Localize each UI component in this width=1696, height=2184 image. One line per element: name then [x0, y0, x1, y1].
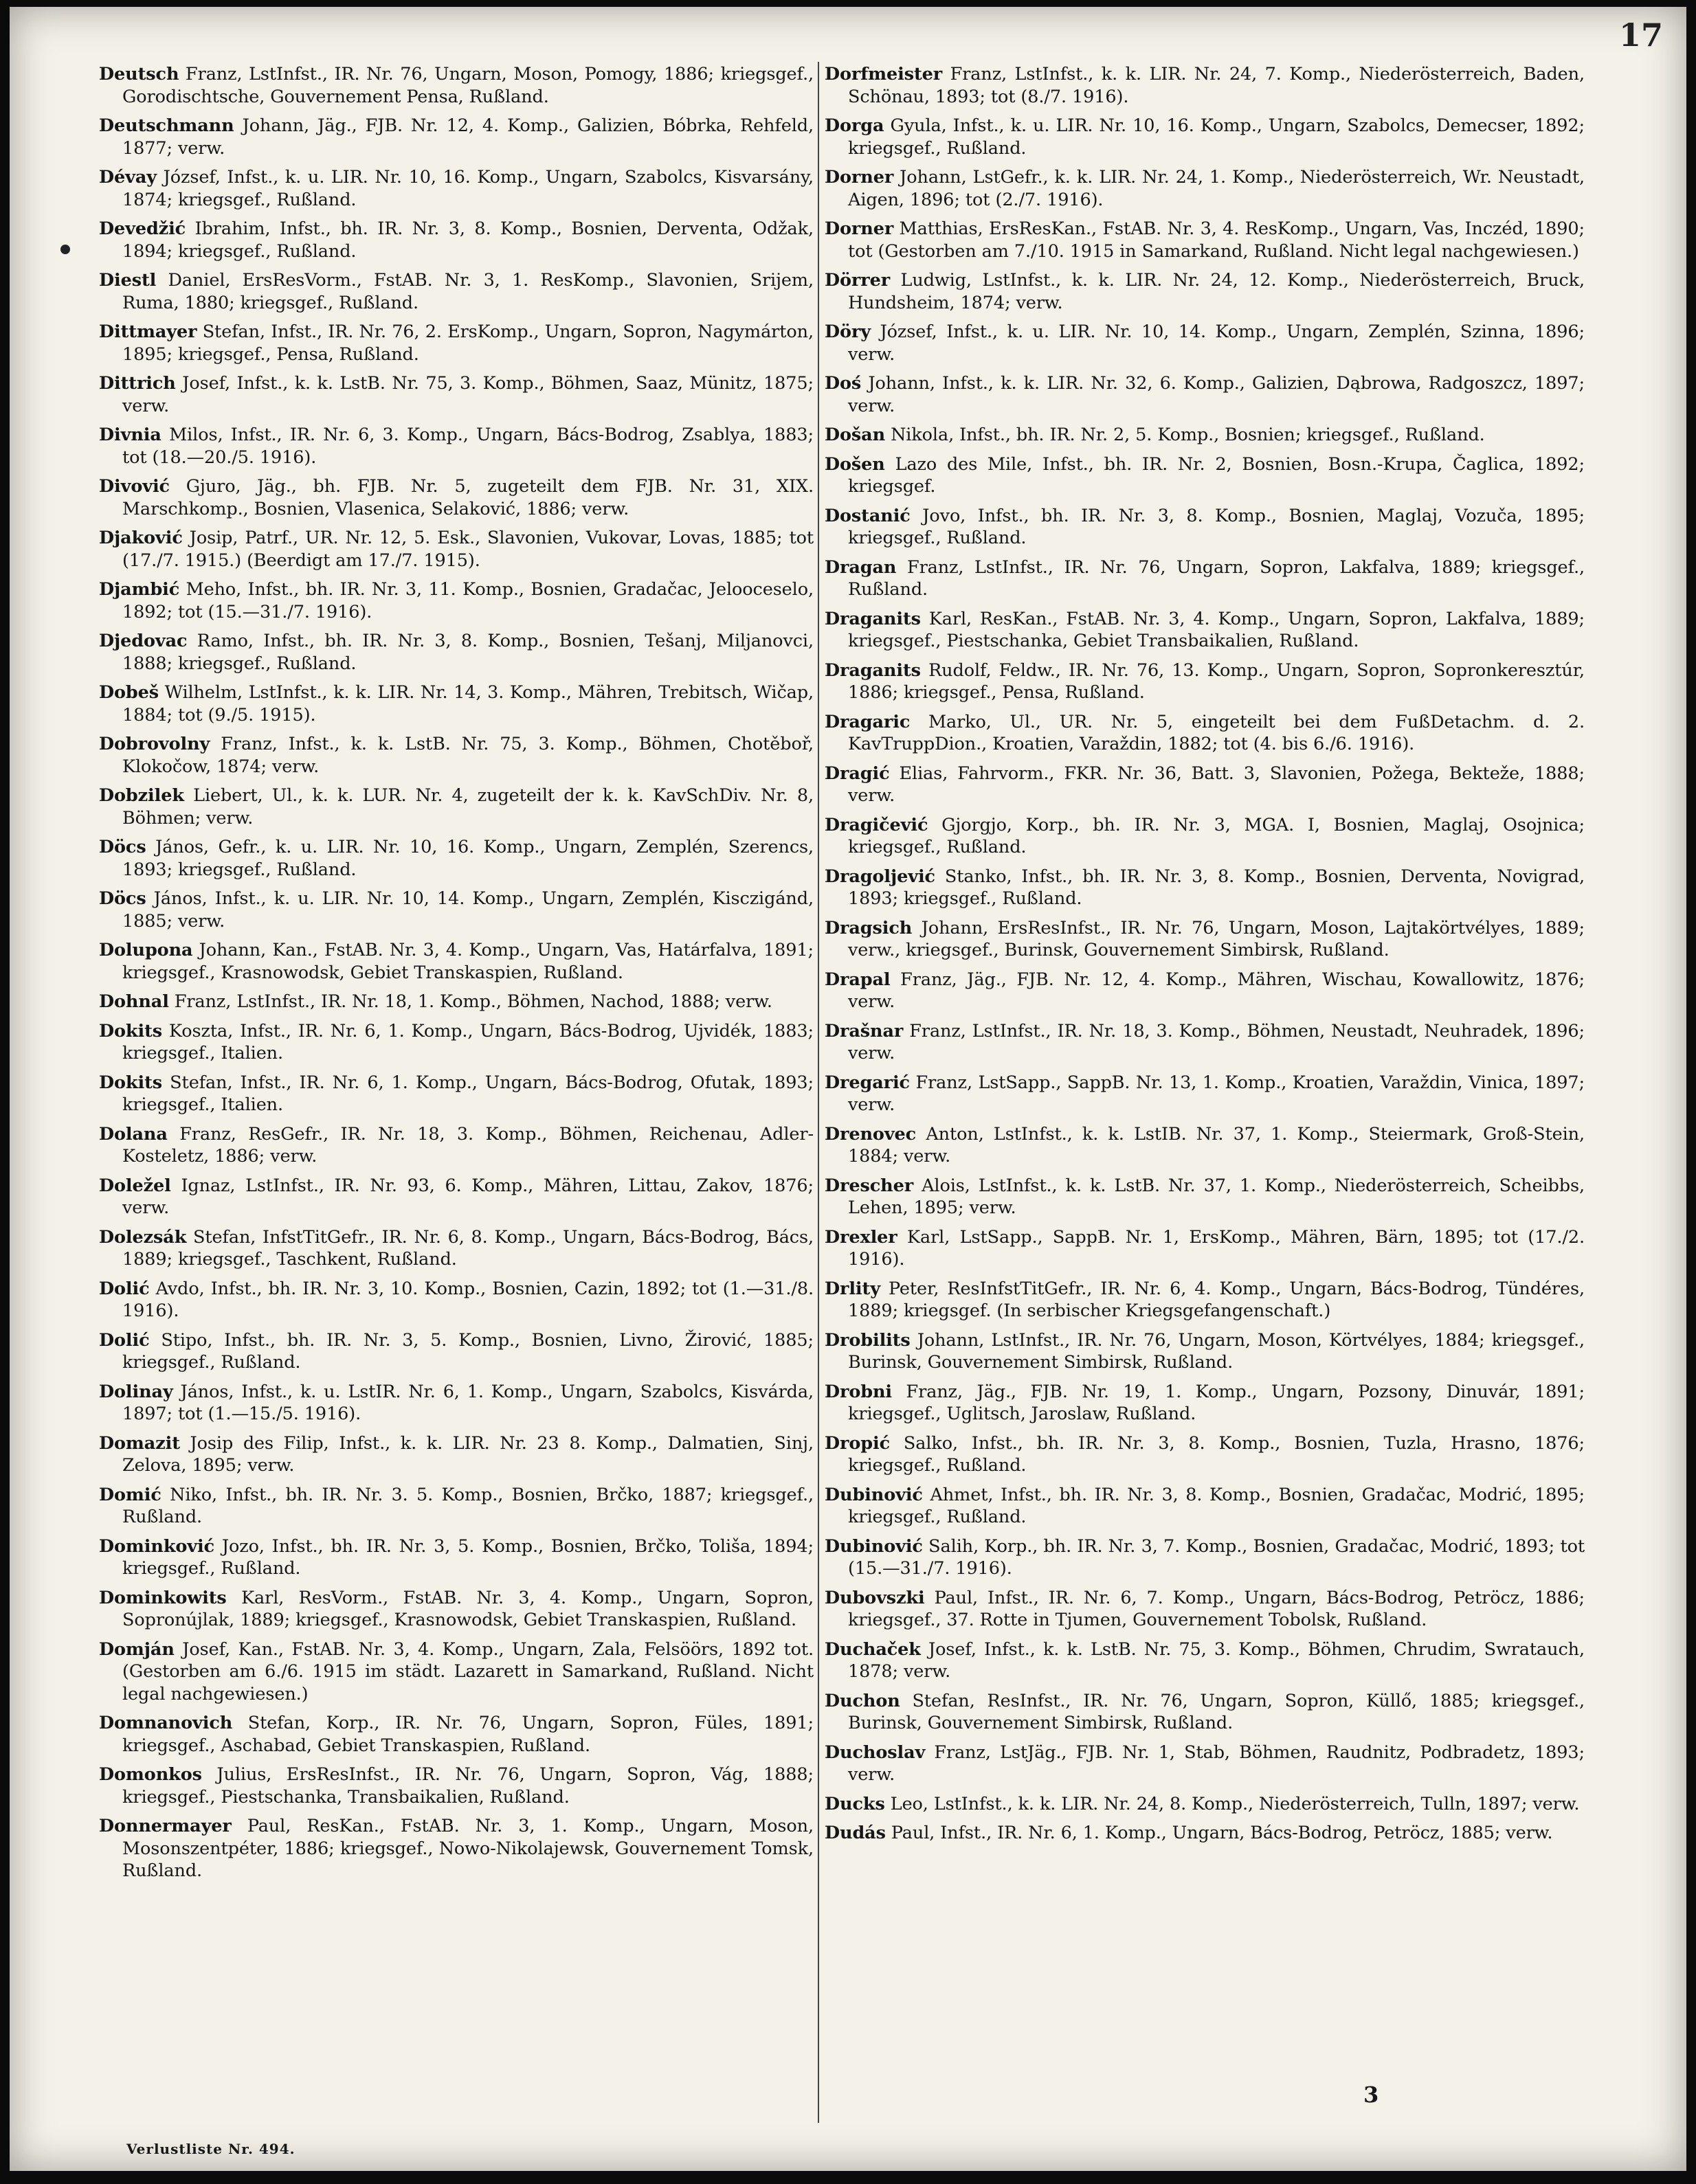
entry-surname: Dominkowits: [99, 1587, 227, 1608]
list-entry: [825, 1072, 1585, 1116]
entry-surname: Dorner: [825, 218, 894, 239]
entry-surname: Djedovac: [99, 631, 188, 651]
list-entry: [99, 1432, 814, 1477]
entry-surname: Drobilits: [825, 1329, 911, 1351]
list-entry: [825, 321, 1585, 365]
entry-details: Franz, Jäg., FJB. Nr. 19, 1. Komp., Ungarn, Pozsony, Dinuvár, 1891; kriegsgef., Uglitsch, Jaroslaw, Rußland.: [848, 1381, 1585, 1424]
list-entry: [99, 269, 814, 314]
entry-surname: Dolić: [99, 1278, 150, 1299]
list-entry: [825, 115, 1585, 159]
entry-surname: Dörrer: [825, 270, 891, 291]
entry-details: Stefan, InfstTitGefr., IR. Nr. 6, 8. Komp., Ungarn, Bács-Bodrog, Bács, 1889; kriegsgef., Taschkent, Rußland.: [122, 1226, 814, 1270]
entry-details: Karl, ResKan., FstAB. Nr. 3, 4. Komp., Ungarn, Sopron, Lakfalva, 1889; kriegsgef., Piestschanka, Gebiet Transbaikalien, Rußland.: [848, 608, 1585, 651]
list-entry: [99, 115, 814, 159]
entry-details: Lazo des Mile, Infst., bh. IR. Nr. 2, Bosnien, Bosn.-Krupa, Čaglica, 1892; kriegsgef.: [848, 453, 1585, 497]
entry-surname: Divnia: [99, 425, 161, 445]
entry-surname: Drlity: [825, 1278, 880, 1299]
entry-details: Elias, Fahrvorm., FKR. Nr. 36, Batt. 3, Slavonien, Požega, Bekteže, 1888; verw.: [848, 763, 1585, 806]
list-entry: [99, 630, 814, 675]
entry-details: Matthias, ErsResKan., FstAB. Nr. 3, 4. ResKomp., Ungarn, Vas, Inczéd, 1890; tot (Gestorben am 7./10. 1915 in Samarkand, Rußland. Nicht legal nachgewiesen.): [848, 218, 1585, 262]
list-entry: [99, 1535, 814, 1580]
entry-surname: Drašnar: [825, 1020, 904, 1042]
list-entry: [825, 1690, 1585, 1735]
entry-surname: Došen: [825, 453, 885, 475]
list-entry: [825, 269, 1585, 314]
entry-details: Franz, LstInfst., k. k. LIR. Nr. 24, 7. Komp., Niederösterreich, Baden, Schönau, 1893; tot (8./7. 1916).: [848, 64, 1585, 107]
entry-details: Rudolf, Feldw., IR. Nr. 76, 13. Komp., Ungarn, Sopron, Sopronkeresztúr, 1886; kriegsgef., Pensa, Rußland.: [848, 660, 1585, 703]
list-entry: [99, 578, 814, 623]
entry-surname: Donnermayer: [99, 1816, 232, 1836]
entry-details: Salih, Korp., bh. IR. Nr. 3, 7. Komp., Bosnien, Gradačac, Modrić, 1893; tot (15.—31./7. 1916).: [848, 1535, 1585, 1579]
entry-details: Josef, Infst., k. k. LstB. Nr. 75, 3. Komp., Böhmen, Saaz, Münitz, 1875; verw.: [122, 373, 814, 416]
entry-surname: Drobni: [825, 1381, 893, 1402]
entry-details: Stefan, Infst., IR. Nr. 6, 1. Komp., Ungarn, Bács-Bodrog, Ofutak, 1893; kriegsgef., Italien.: [122, 1072, 814, 1115]
entry-details: Ignaz, LstInfst., IR. Nr. 93, 6. Komp., Mähren, Littau, Zakov, 1876; verw.: [122, 1175, 814, 1218]
document-page: [10, 7, 1686, 2171]
list-entry: [99, 1381, 814, 1426]
entry-surname: Djambić: [99, 579, 180, 600]
list-entry: [825, 814, 1585, 859]
list-entry: [99, 1072, 814, 1116]
entry-surname: Dobrovolny: [99, 734, 210, 754]
list-entry: [99, 1123, 814, 1168]
entry-surname: Doležel: [99, 1175, 171, 1196]
list-entry: [825, 424, 1585, 447]
entry-surname: Dokits: [99, 1020, 163, 1042]
entry-surname: Divović: [99, 476, 170, 497]
entry-details: János, Infst., k. u. LIR. Nr. 10, 14. Komp., Ungarn, Zemplén, Kisczigánd, 1885; verw.: [122, 888, 814, 932]
entry-details: Franz, Jäg., FJB. Nr. 12, 4. Komp., Mähren, Wischau, Kowallowitz, 1876; verw.: [848, 969, 1585, 1012]
entry-details: Johann, Infst., k. k. LIR. Nr. 32, 6. Komp., Galizien, Dąbrowa, Radgoszcz, 1897; verw.: [848, 373, 1585, 416]
entry-surname: Doś: [825, 373, 862, 394]
entry-surname: Dragoljević: [825, 866, 935, 887]
entry-surname: Drapal: [825, 969, 891, 990]
entry-details: Gyula, Infst., k. u. LIR. Nr. 10, 16. Komp., Ungarn, Szabolcs, Demecser, 1892; kriegsgef., Rußland.: [848, 115, 1585, 159]
entry-surname: Dragić: [825, 763, 890, 784]
entry-surname: Dorfmeister: [825, 64, 943, 85]
list-entry: [99, 785, 814, 829]
list-entry: [825, 453, 1585, 498]
list-entry: [825, 763, 1585, 807]
list-entry: [99, 836, 814, 881]
list-entry: [825, 1793, 1585, 1816]
entry-details: Stefan, Infst., IR. Nr. 76, 2. ErsKomp., Ungarn, Sopron, Nagymárton, 1895; kriegsgef., Pensa, Rußland.: [122, 322, 814, 365]
entry-details: Julius, ErsResInfst., IR. Nr. 76, Ungarn, Sopron, Vág, 1888; kriegsgef., Piestschanka, Transbaikalien, Rußland.: [122, 1764, 814, 1808]
entry-surname: Draganits: [825, 608, 921, 629]
list-entry: [99, 321, 814, 365]
entry-surname: Drenovec: [825, 1123, 917, 1145]
list-entry: [825, 1432, 1585, 1477]
list-entry: [99, 372, 814, 417]
list-entry: [99, 1020, 814, 1065]
entry-surname: Došan: [825, 425, 886, 445]
entry-details: Ramo, Infst., bh. IR. Nr. 3, 8. Komp., Bosnien, Tešanj, Miljanovci, 1888; kriegsgef., Rußland.: [122, 631, 814, 674]
list-entry: [825, 1639, 1585, 1683]
left-column: [99, 63, 814, 2131]
entry-surname: Dolinay: [99, 1381, 173, 1402]
entry-surname: Dittrich: [99, 373, 176, 394]
list-entry: [99, 682, 814, 726]
list-entry: [99, 1484, 814, 1529]
entry-details: Franz, LstInfst., IR. Nr. 18, 1. Komp., Böhmen, Nachod, 1888; verw.: [174, 991, 772, 1012]
entry-surname: Domazit: [99, 1432, 180, 1454]
entry-details: Leo, LstInfst., k. k. LIR. Nr. 24, 8. Komp., Niederösterreich, Tulln, 1897; verw.: [890, 1793, 1580, 1814]
entry-surname: Dobzilek: [99, 785, 184, 806]
entry-surname: Dohnal: [99, 991, 169, 1012]
list-entry: [99, 1587, 814, 1632]
list-entry: [825, 166, 1585, 211]
entry-surname: Duchaček: [825, 1639, 921, 1660]
list-entry: [99, 166, 814, 211]
list-entry: [825, 372, 1585, 417]
entry-surname: Dubovszki: [825, 1587, 925, 1608]
entry-details: János, Infst., k. u. LstIR. Nr. 6, 1. Komp., Ungarn, Szabolcs, Kisvárda, 1897; tot (1.—15./5. 1916).: [122, 1381, 814, 1424]
list-entry: [825, 969, 1585, 1013]
entry-details: Johann, ErsResInfst., IR. Nr. 76, Ungarn, Moson, Lajtakörtvélyes, 1889; verw., kriegsgef., Burinsk, Gouvernement Simbirsk, Rußland.: [848, 917, 1585, 960]
list-entry: [825, 556, 1585, 601]
entry-details: Johann, LstGefr., k. k. LIR. Nr. 24, 1. Komp., Niederösterreich, Wr. Neustadt, Aigen, 1896; tot (2./7. 1916).: [848, 167, 1585, 210]
entry-surname: Dittmayer: [99, 322, 197, 342]
entry-details: János, Gefr., k. u. LIR. Nr. 10, 16. Komp., Ungarn, Zemplén, Szerencs, 1893; kriegsgef., Rußland.: [122, 837, 814, 880]
entry-surname: Draganits: [825, 660, 921, 681]
entry-surname: Dropić: [825, 1432, 891, 1454]
entry-surname: Domonkos: [99, 1764, 202, 1785]
entry-details: Stipo, Infst., bh. IR. Nr. 3, 5. Komp., Bosnien, Livno, Žirović, 1885; kriegsgef., Rußland.: [122, 1329, 814, 1373]
list-entry: [825, 505, 1585, 550]
entry-surname: Dostanić: [825, 505, 911, 526]
page-number-bottom: 3: [1363, 2082, 1379, 2108]
entry-surname: Dévay: [99, 167, 157, 188]
entry-details: Stefan, ResInfst., IR. Nr. 76, Ungarn, Sopron, Küllő, 1885; kriegsgef., Burinsk, Gouvernement Simbirsk, Rußland.: [848, 1690, 1585, 1733]
list-entry: [99, 424, 814, 469]
right-column: [825, 63, 1585, 2131]
list-entry: [825, 608, 1585, 653]
entry-details: Koszta, Infst., IR. Nr. 6, 1. Komp., Ungarn, Bács-Bodrog, Ujvidék, 1883; kriegsgef., Italien.: [122, 1020, 814, 1063]
entry-surname: Ducks: [825, 1793, 885, 1814]
entry-details: Franz, LstInfst., IR. Nr. 76, Ungarn, Moson, Pomogy, 1886; kriegsgef., Gorodischtsche, Gouvernement Pensa, Rußland.: [122, 64, 814, 107]
entry-details: Franz, Infst., k. k. LstB. Nr. 75, 3. Komp., Böhmen, Chotěboř, Klokočow, 1874; verw.: [122, 734, 814, 777]
entry-surname: Dudás: [825, 1823, 886, 1843]
column-divider: [818, 62, 819, 2123]
entry-surname: Dobeš: [99, 682, 159, 703]
entry-surname: Duchon: [825, 1690, 900, 1711]
list-entry: [99, 63, 814, 108]
entry-surname: Dragičević: [825, 814, 928, 835]
entry-details: Nikola, Infst., bh. IR. Nr. 2, 5. Komp., Bosnien; kriegsgef., Rußland.: [891, 425, 1485, 445]
entry-details: Gjuro, Jäg., bh. FJB. Nr. 5, zugeteilt dem FJB. Nr. 31, XIX. Marschkomp., Bosnien, Vlasenica, Selaković, 1886; verw.: [122, 476, 814, 519]
list-entry: [99, 1815, 814, 1882]
list-entry: [99, 1712, 814, 1757]
entry-surname: Dolana: [99, 1123, 168, 1145]
entry-surname: Döry: [825, 322, 871, 342]
entry-details: Paul, Infst., IR. Nr. 6, 1. Komp., Ungarn, Bács-Bodrog, Petröcz, 1885; verw.: [891, 1823, 1553, 1843]
entry-details: Stanko, Infst., bh. IR. Nr. 3, 8. Komp., Bosnien, Derventa, Novigrad, 1893; kriegsgef., Rußland.: [848, 866, 1585, 909]
list-entry: [99, 733, 814, 778]
entry-details: Marko, Ul., UR. Nr. 5, eingeteilt bei dem FußDetachm. d. 2. KavTruppDion., Kroatien, Varaždin, 1882; tot (4. bis 6./6. 1916).: [848, 711, 1585, 754]
entry-surname: Döcs: [99, 837, 146, 857]
list-entry: [825, 1020, 1585, 1065]
page-number-top: 17: [1618, 16, 1663, 54]
entry-details: Josip des Filip, Infst., k. k. LIR. Nr. 23 8. Komp., Dalmatien, Sinj, Zelova, 1895; verw.: [122, 1432, 814, 1476]
footer-label: Verlustliste Nr. 494.: [126, 2141, 295, 2157]
entry-surname: Döcs: [99, 888, 146, 909]
list-entry: [99, 1175, 814, 1219]
entry-details: Johann, Kan., FstAB. Nr. 3, 4. Komp., Ungarn, Vas, Határfalva, 1891; kriegsgef., Krasnowodsk, Gebiet Transkaspien, Rußland.: [122, 940, 814, 983]
entry-details: Anton, LstInfst., k. k. LstIB. Nr. 37, 1. Komp., Steiermark, Groß-Stein, 1884; verw.: [848, 1123, 1585, 1167]
entry-surname: Drescher: [825, 1175, 914, 1196]
list-entry: [99, 475, 814, 520]
entry-surname: Dominković: [99, 1535, 215, 1557]
entry-details: Avdo, Infst., bh. IR. Nr. 3, 10. Komp., Bosnien, Cazin, 1892; tot (1.—31./8. 1916).: [122, 1278, 814, 1321]
list-entry: [99, 527, 814, 572]
list-entry: [825, 1381, 1585, 1426]
entry-surname: Djaković: [99, 528, 183, 548]
entry-details: Franz, LstSapp., SappB. Nr. 13, 1. Komp., Kroatien, Varaždin, Vinica, 1897; verw.: [848, 1072, 1585, 1115]
list-entry: [825, 63, 1585, 108]
entry-details: Liebert, Ul., k. k. LUR. Nr. 4, zugeteilt der k. k. KavSchDiv. Nr. 8, Böhmen; verw.: [122, 785, 814, 829]
entry-surname: Deutsch: [99, 64, 179, 85]
list-entry: [825, 218, 1585, 262]
entry-surname: Dokits: [99, 1072, 163, 1093]
entry-details: Meho, Infst., bh. IR. Nr. 3, 11. Komp., Bosnien, Gradačac, Jelooceselo, 1892; tot (15.—31./7. 1916).: [122, 579, 814, 622]
list-entry: [825, 1329, 1585, 1374]
entry-details: Franz, LstJäg., FJB. Nr. 1, Stab, Böhmen, Raudnitz, Podbradetz, 1893; verw.: [848, 1742, 1585, 1785]
entry-surname: Drexler: [825, 1226, 897, 1248]
entry-details: Niko, Infst., bh. IR. Nr. 3. 5. Komp., Bosnien, Brčko, 1887; kriegsgef., Rußland.: [122, 1484, 814, 1527]
entry-details: József, Infst., k. u. LIR. Nr. 10, 16. Komp., Ungarn, Szabolcs, Kisvarsány, 1874; kriegsgef., Rußland.: [122, 167, 814, 210]
entry-details: Karl, LstSapp., SappB. Nr. 1, ErsKomp., Mähren, Bärn, 1895; tot (17./2. 1916).: [848, 1226, 1585, 1270]
entry-surname: Domić: [99, 1484, 161, 1505]
list-entry: [825, 1535, 1585, 1580]
entry-details: Johann, Jäg., FJB. Nr. 12, 4. Komp., Galizien, Bóbrka, Rehfeld, 1877; verw.: [122, 115, 814, 159]
entry-details: Franz, LstInfst., IR. Nr. 76, Ungarn, Sopron, Lakfalva, 1889; kriegsgef., Rußland.: [848, 556, 1585, 600]
entry-surname: Dragsich: [825, 917, 913, 938]
list-entry: [825, 1587, 1585, 1632]
list-entry: [825, 866, 1585, 910]
entry-surname: Diestl: [99, 270, 157, 291]
entry-surname: Dragaric: [825, 711, 911, 732]
entry-details: Wilhelm, LstInfst., k. k. LIR. Nr. 14, 3. Komp., Mähren, Trebitsch, Wičap, 1884; tot (9./5. 1915).: [122, 682, 814, 725]
list-entry: [99, 218, 814, 262]
entry-details: Peter, ResInfstTitGefr., IR. Nr. 6, 4. Komp., Ungarn, Bács-Bodrog, Tündéres, 1889; kriegsgef. (In serbischer Kriegsgefangenschaft.): [848, 1278, 1585, 1321]
margin-dot: [60, 245, 70, 254]
list-entry: [825, 917, 1585, 962]
entry-surname: Dregarić: [825, 1072, 910, 1093]
entry-surname: Devedžić: [99, 218, 186, 239]
entry-surname: Deutschmann: [99, 115, 234, 136]
entry-surname: Dubinović: [825, 1535, 923, 1557]
list-entry: [825, 1278, 1585, 1322]
entry-details: Salko, Infst., bh. IR. Nr. 3, 8. Komp., Bosnien, Tuzla, Hrasno, 1876; kriegsgef., Rußland.: [848, 1432, 1585, 1476]
list-entry: [99, 1329, 814, 1374]
entry-details: Milos, Infst., IR. Nr. 6, 3. Komp., Ungarn, Bács-Bodrog, Zsablya, 1883; tot (18.—20./5. 1916).: [122, 425, 814, 468]
entry-surname: Dolupona: [99, 940, 193, 960]
entry-surname: Dolić: [99, 1329, 150, 1351]
entry-details: Jovo, Infst., bh. IR. Nr. 3, 8. Komp., Bosnien, Maglaj, Vozuča, 1895; kriegsgef., Rußland.: [848, 505, 1585, 548]
entry-details: Ibrahim, Infst., bh. IR. Nr. 3, 8. Komp., Bosnien, Derventa, Odžak, 1894; kriegsgef., Rußland.: [122, 218, 814, 262]
entry-surname: Domján: [99, 1639, 175, 1660]
entry-details: Jozo, Infst., bh. IR. Nr. 3, 5. Komp., Bosnien, Brčko, Toliša, 1894; kriegsgef., Rußland.: [122, 1535, 814, 1579]
list-entry: [99, 1639, 814, 1706]
list-entry: [99, 1226, 814, 1271]
entry-details: Josef, Infst., k. k. LstB. Nr. 75, 3. Komp., Böhmen, Chrudim, Swratauch, 1878; verw.: [848, 1639, 1585, 1682]
entry-details: Franz, ResGefr., IR. Nr. 18, 3. Komp., Böhmen, Reichenau, Adler-Kosteletz, 1886; verw.: [122, 1123, 814, 1167]
entry-details: Johann, LstInfst., IR. Nr. 76, Ungarn, Moson, Körtvélyes, 1884; kriegsgef., Burinsk, Gouvernement Simbirsk, Rußland.: [848, 1329, 1585, 1373]
entry-details: Josef, Kan., FstAB. Nr. 3, 4. Komp., Ungarn, Zala, Felsöörs, 1892 tot. (Gestorben am 6./6. 1915 im städt. Lazarett in Samarkand, Rußland. Nicht legal nachgewiesen.): [122, 1639, 814, 1704]
entry-surname: Dubinović: [825, 1484, 923, 1505]
entry-details: Paul, ResKan., FstAB. Nr. 3, 1. Komp., Ungarn, Moson, Mosonszentpéter, 1886; kriegsgef., Nowo-Nikolajewsk, Gouvernement Tomsk, Rußland.: [122, 1816, 814, 1881]
entry-details: Daniel, ErsResVorm., FstAB. Nr. 3, 1. ResKomp., Slavonien, Srijem, Ruma, 1880; kriegsgef., Rußland.: [122, 270, 814, 313]
entry-details: József, Infst., k. u. LIR. Nr. 10, 14. Komp., Ungarn, Zemplén, Szinna, 1896; verw.: [848, 322, 1585, 365]
list-entry: [99, 1278, 814, 1322]
list-entry: [825, 1822, 1585, 1845]
entry-details: Ahmet, Infst., bh. IR. Nr. 3, 8. Komp., Bosnien, Gradačac, Modrić, 1895; kriegsgef., Rußland.: [848, 1484, 1585, 1527]
entry-details: Josip, Patrf., UR. Nr. 12, 5. Esk., Slavonien, Vukovar, Lovas, 1885; tot (17./7. 1915.) (Beerdigt am 17./7. 1915).: [122, 528, 814, 571]
entry-details: Ludwig, LstInfst., k. k. LIR. Nr. 24, 12. Komp., Niederösterreich, Bruck, Hundsheim, 1874; verw.: [848, 270, 1585, 313]
list-entry: [99, 939, 814, 984]
list-entry: [825, 1742, 1585, 1786]
entry-details: Franz, LstInfst., IR. Nr. 18, 3. Komp., Böhmen, Neustadt, Neuhradek, 1896; verw.: [848, 1020, 1585, 1063]
list-entry: [825, 1175, 1585, 1219]
entry-details: Karl, ResVorm., FstAB. Nr. 3, 4. Komp., Ungarn, Sopron, Sopronújlak, 1889; kriegsgef., Krasnowodsk, Gebiet Transkaspien, Rußland.: [122, 1587, 814, 1630]
entry-surname: Dragan: [825, 556, 897, 578]
entry-surname: Dorner: [825, 167, 894, 188]
list-entry: [99, 1764, 814, 1808]
entry-details: Paul, Infst., IR. Nr. 6, 7. Komp., Ungarn, Bács-Bodrog, Petröcz, 1886; kriegsgef., 37. Rotte in Tjumen, Gouvernement Tobolsk, Rußland.: [848, 1587, 1585, 1630]
entry-surname: Dolezsák: [99, 1226, 187, 1248]
list-entry: [825, 660, 1585, 704]
list-entry: [825, 1484, 1585, 1529]
list-entry: [99, 991, 814, 1013]
entry-details: Stefan, Korp., IR. Nr. 76, Ungarn, Sopron, Füles, 1891; kriegsgef., Aschabad, Gebiet Transkaspien, Rußland.: [122, 1713, 814, 1756]
entry-details: Gjorgjo, Korp., bh. IR. Nr. 3, MGA. I, Bosnien, Maglaj, Osojnica; kriegsgef., Rußland.: [848, 814, 1585, 857]
list-entry: [99, 888, 814, 932]
entry-details: Alois, LstInfst., k. k. LstB. Nr. 37, 1. Komp., Niederösterreich, Scheibbs, Lehen, 1895; verw.: [848, 1175, 1585, 1218]
entry-surname: Dorga: [825, 115, 884, 136]
list-entry: [825, 1123, 1585, 1168]
entry-surname: Domnanovich: [99, 1713, 233, 1733]
list-entry: [825, 711, 1585, 756]
list-entry: [825, 1226, 1585, 1271]
entry-surname: Duchoslav: [825, 1742, 926, 1763]
